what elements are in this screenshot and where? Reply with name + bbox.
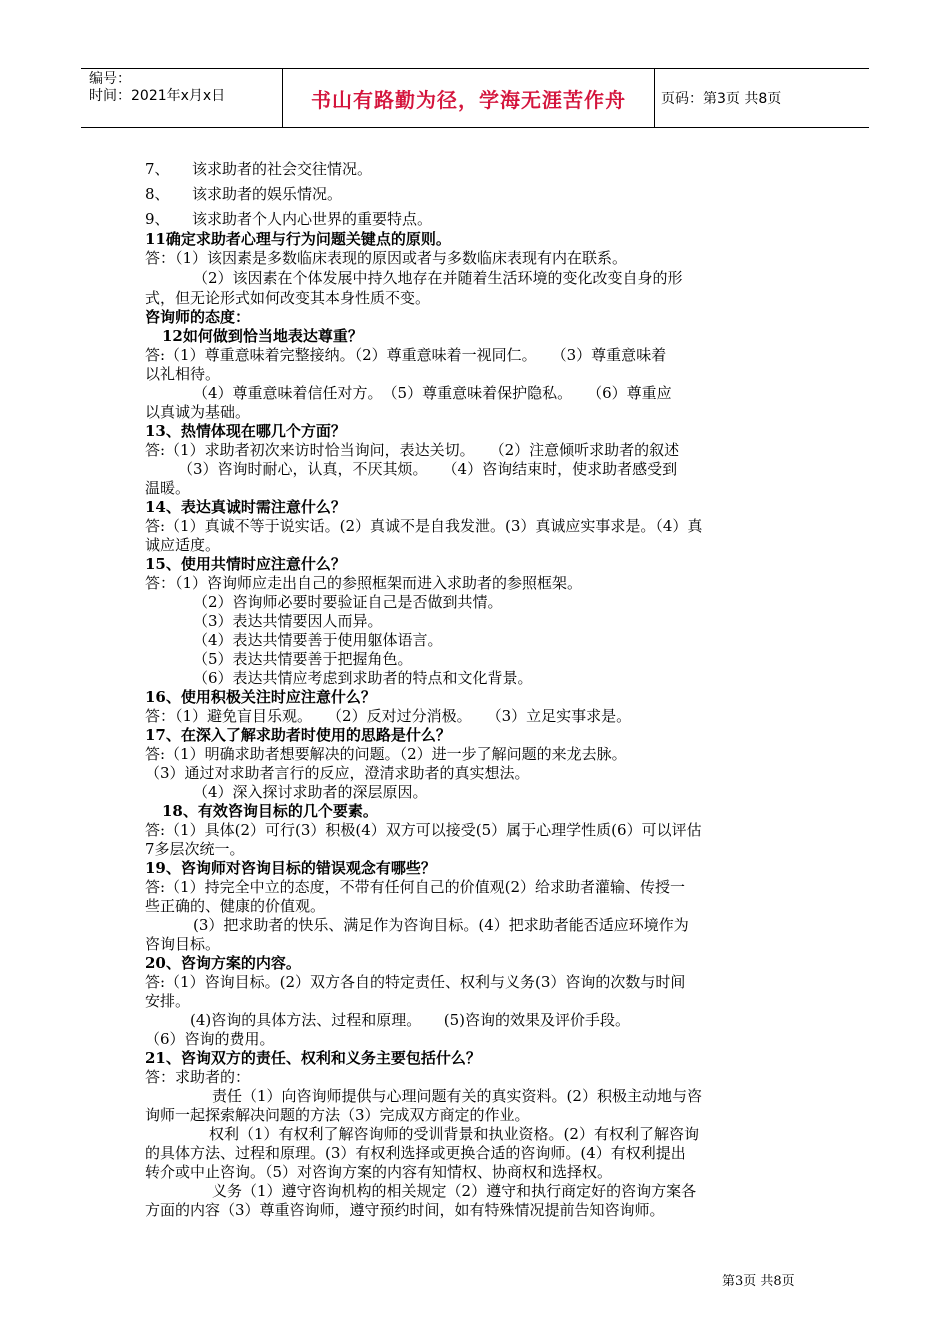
body-line: 询师一起探索解决问题的方法（3）完成双方商定的作业。 [145,1106,530,1124]
body-line: 咨询目标。 [145,935,221,953]
body-line: （5）表达共情要善于把握角色。 [193,650,413,668]
body-line: 安排。 [145,992,191,1010]
document-date: 时间：2021年x月x日 [89,88,226,104]
body-line: 7多层次统一。 [145,840,245,858]
question-heading: 21、咨询双方的责任、权利和义务主要包括什么？ [145,1049,481,1067]
body-line: 答：（1）该因素是多数临床表现的原因或者与多数临床表现有内在联系。 [145,249,628,267]
header-motto: 书山有路勤为径，学海无涯苦作舟 [311,87,626,112]
question-heading: 14、表达真诚时需注意什么？ [145,498,346,516]
body-line: 答：求助者的： [145,1068,251,1086]
body-line: (4)咨询的具体方法、过程和原理。 (5)咨询的效果及评价手段。 [190,1011,630,1029]
body-line: （3）表达共情要因人而异。 [193,612,383,630]
body-line: 方面的内容（3）尊重咨询师，遵守预约时间，如有特殊情况提前告知咨询师。 [145,1201,665,1219]
body-line: 责任（1）向咨询师提供与心理问题有关的真实资料。(2）积极主动地与咨 [212,1087,702,1105]
body-line: 答：（1）咨询师应走出自己的参照框架而进入求助者的参照框架。 [145,574,583,592]
body-line: 9、 该求助者个人内心世界的重要特点。 [145,210,433,228]
body-line: 转介或中止咨询。（5）对咨询方案的内容有知情权、协商权和选择权。 [145,1163,613,1181]
section-heading: 咨询师的态度： [145,308,251,326]
body-line: 温暖。 [145,479,191,497]
question-heading: 19、咨询师对咨询目标的错误观念有哪些？ [145,859,436,877]
document-number-label: 编号： [89,71,131,87]
body-line: 答:（1）明确求助者想要解决的问题。（2）进一步了解问题的来龙去脉。 [145,745,627,763]
header-meta [89,71,284,127]
page-header [81,68,869,128]
body-line: （3）咨询时耐心，认真，不厌其烦。 （4）咨询结束时，使求助者感受到 [178,460,678,478]
body-line: 8、 该求助者的娱乐情况。 [145,185,343,203]
body-line: 诚应适度。 [145,536,221,554]
body-line: （6）表达共情应考虑到求助者的特点和文化背景。 [193,669,533,687]
body-line: 的具体方法、过程和原理。(3）有权利选择或更换合适的咨询师。(4）有权利提出 [145,1144,686,1162]
body-line: （6）咨询的费用。 [145,1030,275,1048]
body-line: 答:（1）持完全中立的态度，不带有任何自己的价值观(2）给求助者灌输、传授一 [145,878,685,896]
body-line: 答:（1）具体(2）可行(3）积极(4）双方可以接受(5）属于心理学性质(6）可以评估 [145,821,702,839]
question-heading: 17、在深入了解求助者时使用的思路是什么？ [145,726,451,744]
body-line: （4）表达共情要善于使用躯体语言。 [193,631,443,649]
body-line: （4）尊重意味着信任对方。 （5）尊重意味着保护隐私。 （6）尊重应 [193,384,672,402]
body-line: （2）咨询师必要时要验证自己是否做到共情。 [193,593,503,611]
body-line: 些正确的、健康的价值观。 [145,897,326,915]
question-heading: 20、咨询方案的内容。 [145,954,301,972]
page-footer: 第3页 共8页 [722,1274,795,1289]
body-line: 答:（1）尊重意味着完整接纳。（2）尊重意味着一视同仁。 （3）尊重意味着 [145,346,667,364]
question-heading: 15、使用共情时应注意什么？ [145,555,346,573]
body-line: 以真诚为基础。 [145,403,251,421]
body-line: 答:（1）求助者初次来访时恰当询问，表达关切。 （2）注意倾听求助者的叙述 [145,441,680,459]
body-line: 答:（1）真诚不等于说实话。(2）真诚不是自我发泄。(3）真诚应实事求是。（4）真 [145,517,703,535]
body-line: 权利（1）有权利了解咨询师的受训背景和执业资格。(2）有权利了解咨询 [209,1125,699,1143]
body-line: 以礼相待。 [145,365,221,383]
question-heading: 12如何做到恰当地表达尊重？ [162,327,363,345]
question-heading: 13、热情体现在哪几个方面？ [145,422,346,440]
question-heading: 16、使用积极关注时应注意什么？ [145,688,376,706]
header-page-info: 页码：第3页 共8页 [661,91,782,107]
body-line: （3）通过对求助者言行的反应，澄清求助者的真实想法。 [145,764,530,782]
question-heading: 11确定求助者心理与行为问题关键点的原则。 [145,230,451,248]
body-line: 义务（1）遵守咨询机构的相关规定（2）遵守和执行商定好的咨询方案各 [212,1182,697,1200]
body-line: 式，但无论形式如何改变其本身性质不变。 [145,289,431,307]
body-line: 答：（1）避免盲目乐观。 （2）反对过分消极。 （3）立足实事求是。 [145,707,632,725]
header-divider [654,69,655,127]
question-heading: 18、有效咨询目标的几个要素。 [162,802,378,820]
body-line: 答:（1）咨询目标。(2）双方各自的特定责任、权利与义务(3）咨询的次数与时间 [145,973,686,991]
body-line: (3）把求助者的快乐、满足作为咨询目标。(4）把求助者能否适应环境作为 [193,916,689,934]
body-line: （2）该因素在个体发展中持久地存在并随着生活环境的变化改变自身的形 [193,269,683,287]
body-line: （4）深入探讨求助者的深层原因。 [193,783,428,801]
body-line: 7、 该求助者的社会交往情况。 [145,160,373,178]
